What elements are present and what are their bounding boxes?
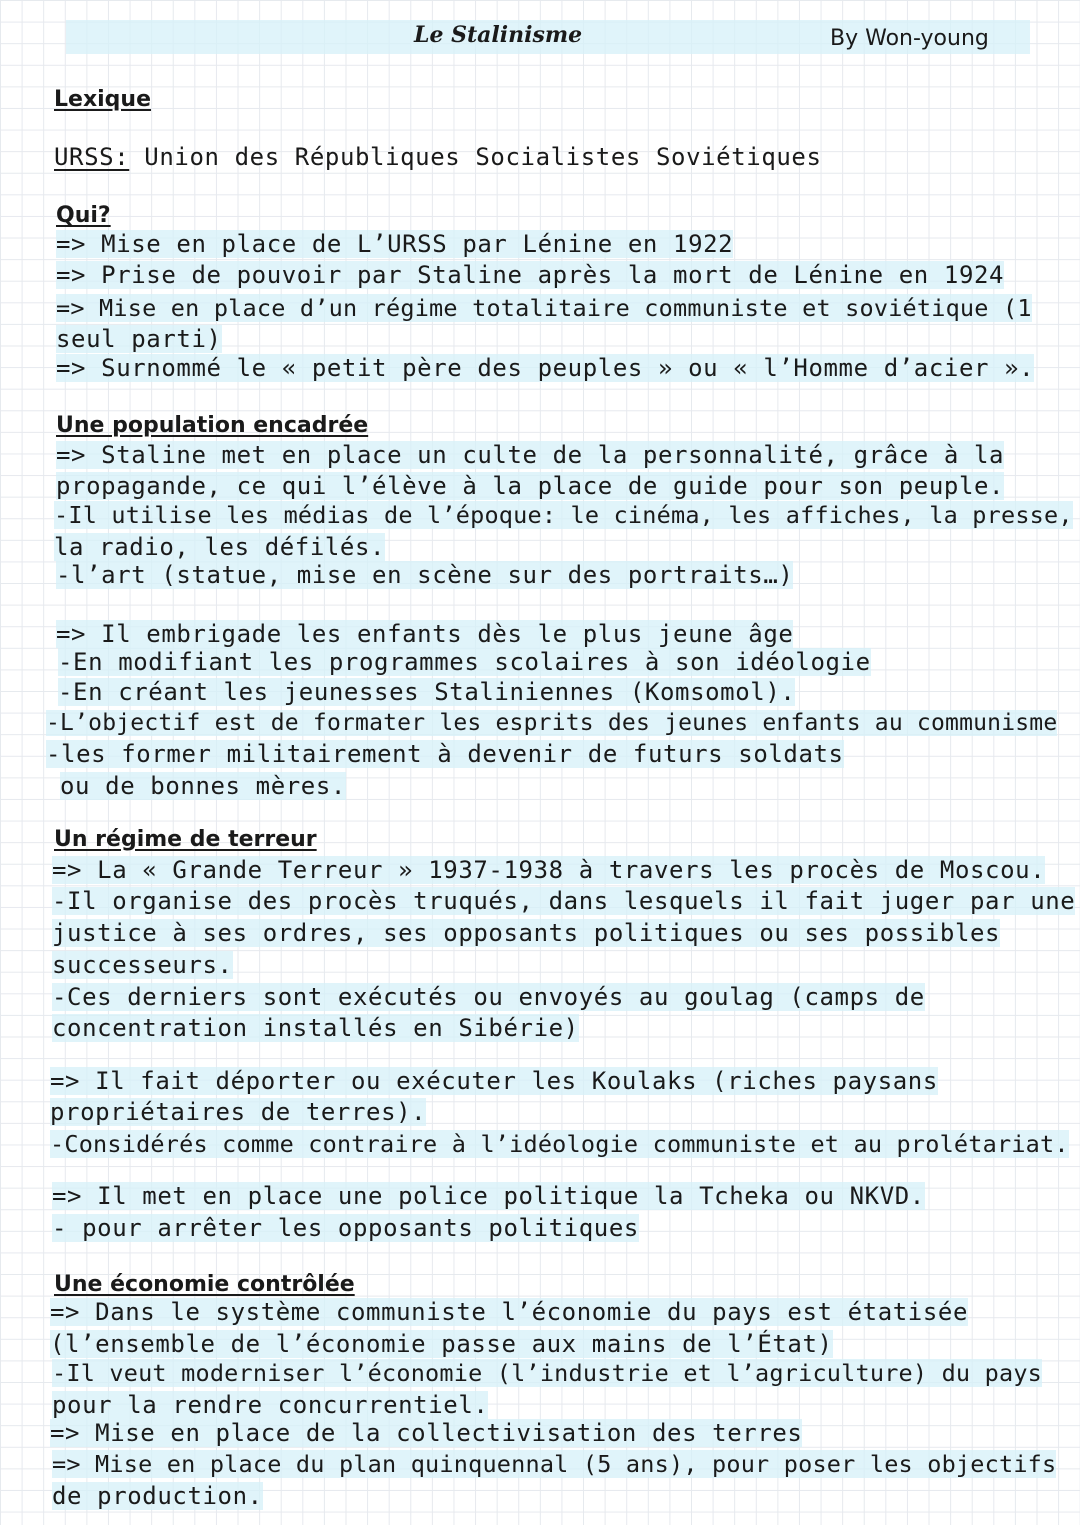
text-line: => Il met en place une police politique la Tcheka ou NKVD. <box>52 1182 925 1210</box>
lexique-definition: Union des Républiques Socialistes Soviétiques <box>129 143 822 171</box>
text-line: => Staline met en place un culte de la personnalité, grâce à la <box>56 441 1005 469</box>
text-line: seul parti) <box>56 325 222 353</box>
text-line: justice à ses ordres, ses opposants politiques ou ses possibles <box>52 919 1001 947</box>
text-line: propagande, ce qui l’élève à la place de guide pour son peuple. <box>56 472 1005 500</box>
text-line: => Il fait déporter ou exécuter les Koulaks (riches paysans <box>50 1067 938 1095</box>
text-line: ou de bonnes mères. <box>60 772 346 800</box>
section-heading-lexique: Lexique <box>54 87 152 112</box>
text-line: => Surnommé le « petit père des peuples » ou « l’Homme d’acier ». <box>56 354 1035 382</box>
text-line: -Ces derniers sont exécutés ou envoyés au goulag (camps de <box>52 983 925 1011</box>
section-heading-population: Une population encadrée <box>56 413 369 438</box>
text-line: (l’ensemble de l’économie passe aux mains de l’État) <box>50 1330 833 1358</box>
text-line: => Mise en place de la collectivisation des terres <box>50 1419 803 1447</box>
text-line: -Il veut moderniser l’économie (l’industrie et l’agriculture) du pays <box>52 1359 1043 1387</box>
lexique-term: URSS: <box>54 143 130 171</box>
text-line: -En modifiant les programmes scolaires à son idéologie <box>58 648 871 676</box>
lexique-entry <box>54 142 822 172</box>
text-line: -Considérés comme contraire à l’idéologie communiste et au prolétariat. <box>50 1130 1069 1158</box>
text-line: de production. <box>52 1482 263 1510</box>
text-line: -L’objectif est de formater les esprits des jeunes enfants au communisme <box>46 710 1058 736</box>
text-line: => Prise de pouvoir par Staline après la mort de Lénine en 1924 <box>56 261 1005 289</box>
text-line: concentration installés en Sibérie) <box>52 1014 579 1042</box>
text-line: -En créant les jeunesses Staliniennes (Komsomol). <box>58 678 796 706</box>
text-line: => Mise en place du plan quinquennal (5 ans), pour poser les objectifs <box>52 1450 1057 1478</box>
text-line: -l’art (statue, mise en scène sur des portraits…) <box>56 561 794 589</box>
section-heading-economie: Une économie contrôlée <box>54 1272 355 1297</box>
text-line: -Il utilise les médias de l’époque: le cinéma, les affiches, la presse, <box>54 501 1073 529</box>
text-line: successeurs. <box>52 951 233 979</box>
text-line: => Il embrigade les enfants dès le plus jeune âge <box>56 620 794 648</box>
section-heading-terreur: Un régime de terreur <box>54 827 317 852</box>
text-line: - pour arrêter les opposants politiques <box>52 1214 639 1242</box>
text-line: => Mise en place de L’URSS par Lénine en 1922 <box>56 230 734 258</box>
text-line: => La « Grande Terreur » 1937-1938 à travers les procès de Moscou. <box>52 856 1046 884</box>
page-title: Le Stalinisme <box>414 22 583 48</box>
text-line: => Dans le système communiste l’économie du pays est étatisée <box>50 1298 969 1326</box>
section-heading-qui: Qui? <box>56 203 111 228</box>
author-name: By Won-young <box>830 26 989 51</box>
text-line: => Mise en place d’un régime totalitaire communiste et soviétique (1 <box>56 294 1032 322</box>
text-line: pour la rendre concurrentiel. <box>52 1391 489 1419</box>
text-line: la radio, les défilés. <box>54 533 386 561</box>
text-line: -les former militairement à devenir de futurs soldats <box>46 740 844 768</box>
text-line: propriétaires de terres). <box>50 1098 427 1126</box>
text-line: -Il organise des procès truqués, dans lesquels il fait juger par une <box>52 887 1076 915</box>
